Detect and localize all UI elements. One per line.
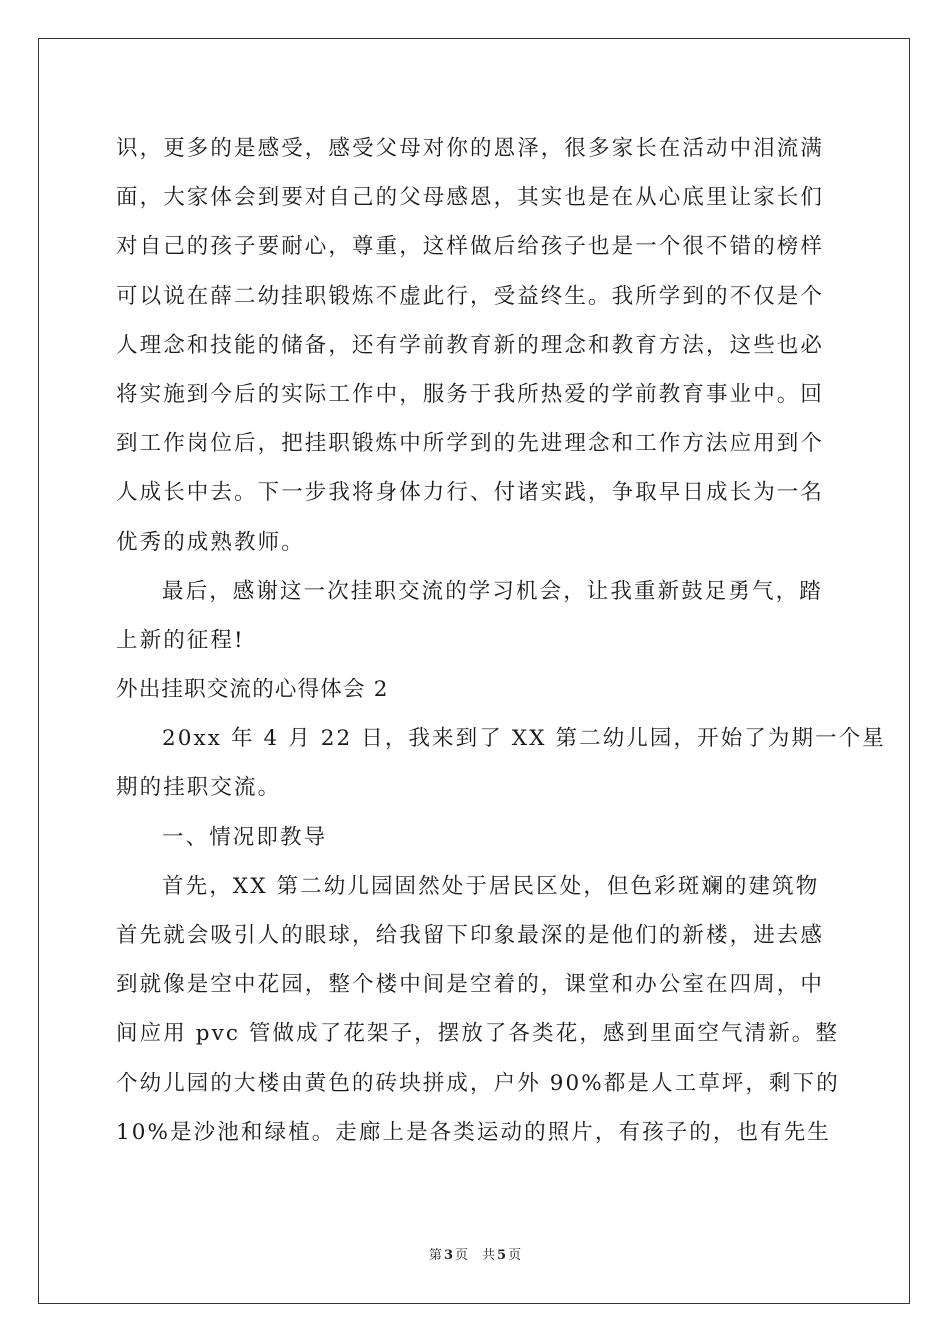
- document-body: [116, 124, 886, 1157]
- text-line: 面，大家体会到要对自己的父母感恩，其实也是在从心底里让家长们: [116, 185, 825, 211]
- footer-page-word: 页: [454, 1248, 468, 1263]
- text-line: 期的挂职交流。: [116, 775, 282, 801]
- text-line: 到工作岗位后，把挂职锻炼中所学到的先进理念和工作方法应用到个: [116, 431, 825, 457]
- text-line: 首先，XX 第二幼儿园固然处于居民区处，但色彩斑斓的建筑物: [162, 873, 820, 899]
- current-page-number: 3: [443, 1248, 453, 1263]
- text-line: 到就像是空中花园，整个楼中间是空着的，课堂和办公室在四周，中: [116, 972, 825, 998]
- page-footer: [0, 1244, 950, 1263]
- total-pages-number: 5: [497, 1248, 507, 1263]
- text-line: 将实施到今后的实际工作中，服务于我所热爱的学前教育事业中。回: [116, 381, 825, 407]
- subsection-heading: 一、情况即教导: [162, 824, 328, 850]
- text-line: 对自己的孩子要耐心，尊重，这样做后给孩子也是一个很不错的榜样: [116, 234, 825, 260]
- text-line: 优秀的成熟教师。: [116, 529, 305, 555]
- text-line: 上新的征程!: [116, 627, 245, 653]
- text-line: 可以说在薛二幼挂职锻炼不虚此行，受益终生。我所学到的不仅是个: [116, 283, 825, 309]
- footer-prefix: 第: [428, 1248, 442, 1263]
- text-line: 识，更多的是感受，感受父母对你的恩泽，很多家长在活动中泪流满: [116, 136, 825, 161]
- text-line: 间应用 pvc 管做成了花架子，摆放了各类花，感到里面空气清新。整: [116, 1021, 839, 1047]
- text-line: 人成长中去。下一步我将身体力行、付诸实践，争取早日成长为一名: [116, 480, 825, 506]
- section-title: 外出挂职交流的心得体会 2: [116, 677, 389, 703]
- text-line: 10%是沙池和绿植。走廊上是各类运动的照片，有孩子的，也有先生: [116, 1119, 831, 1145]
- text-line: 个幼儿园的大楼由黄色的砖块拼成，户外 90%都是人工草坪，剩下的: [116, 1070, 840, 1096]
- text-line: 20xx 年 4 月 22 日，我来到了 XX 第二幼儿园，开始了为期一个星: [162, 726, 886, 752]
- footer-total-suffix: 页: [508, 1248, 522, 1263]
- text-line: 最后，感谢这一次挂职交流的学习机会，让我重新鼓足勇气，踏: [162, 578, 823, 604]
- text-line: 首先就会吸引人的眼球，给我留下印象最深的是他们的新楼，进去感: [116, 923, 825, 948]
- footer-total-prefix: 共: [482, 1248, 496, 1263]
- text-line: 人理念和技能的储备，还有学前教育新的理念和教育方法，这些也必: [116, 332, 825, 358]
